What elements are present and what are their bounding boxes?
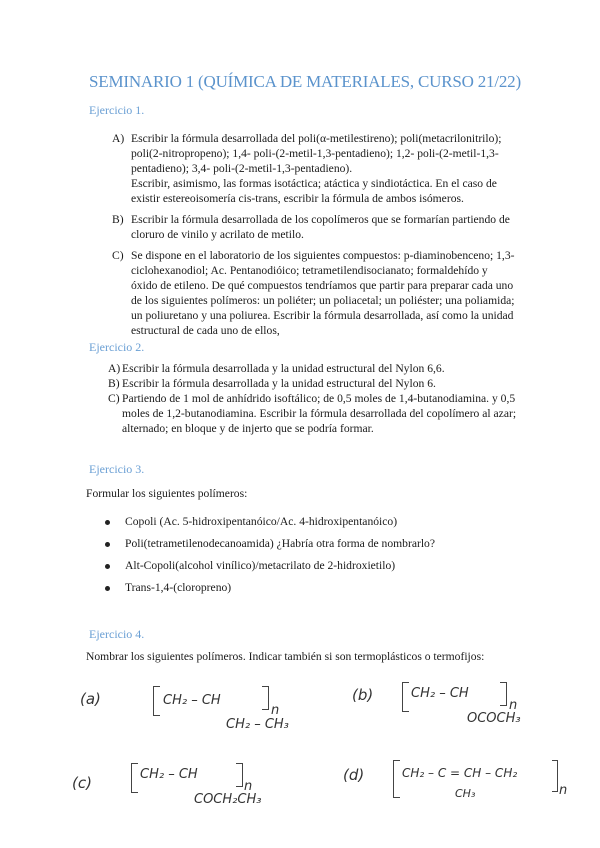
bullet-icon <box>105 564 110 569</box>
bullet-item <box>105 537 435 550</box>
item-text: Escribir la fórmula desarrollada y la unidad estructural del Nylon 6,6. <box>122 362 445 375</box>
formula-chain: CH₂ – CH <box>140 767 198 782</box>
item-text: Se dispone en el laboratorio de los siguientes compuestos: p-diaminobenceno; 1,3-ciclohexanodiol; Ac. Pentanodióico; tetrametilendisocianato; formaldehído y óxido de etileno. De qué compuestos tendríamos que partir para preparar cada uno de los siguientes polímeros: un poliéter; un poliacetal; un poliéster; una poliamida; un poliuretano y una poliurea. Escribir la fórmula desarrollada, así como la unidad estructural de cada uno de ellos, <box>131 249 515 337</box>
bullet-text: Poli(tetrametilenodecanoamida) ¿Habría otra forma de nombrarlo? <box>125 537 435 550</box>
exercise-1-heading: Ejercicio 1. <box>89 103 145 117</box>
formula-label: (b) <box>352 686 374 704</box>
formula-label: (d) <box>343 766 365 784</box>
left-bracket-icon <box>402 682 409 712</box>
item-label: A) <box>108 362 121 375</box>
exercise-2-item-c <box>108 391 520 436</box>
bullet-text: Trans-1,4-(cloropreno) <box>125 581 232 594</box>
formula-label: (c) <box>72 774 92 792</box>
bullet-item <box>105 581 231 594</box>
item-label: A) <box>112 132 125 145</box>
bullet-icon <box>105 542 110 547</box>
exercise-2-item-b <box>108 376 520 391</box>
left-bracket-icon <box>393 760 400 798</box>
exercise-4-heading: Ejercicio 4. <box>89 627 145 641</box>
bullet-item <box>105 559 395 572</box>
exercise-1-item-b <box>112 212 517 242</box>
exercise-1-body <box>112 131 517 338</box>
right-bracket-icon <box>262 686 269 710</box>
exercise-1-item-a <box>112 131 517 206</box>
bullet-text: Copoli (Ac. 5-hidroxipentanóico/Ac. 4-hidroxipentanóico) <box>125 515 398 528</box>
left-bracket-icon <box>153 686 160 716</box>
page-title: SEMINARIO 1 (QUÍMICA DE MATERIALES, CURSO 21/22) <box>89 72 521 91</box>
formula-substituent: OCOCH₃ <box>467 711 521 726</box>
exercise-2-heading: Ejercicio 2. <box>89 340 145 354</box>
left-bracket-icon <box>131 763 138 793</box>
item-label: C) <box>108 392 120 405</box>
exercise-2-body <box>108 361 520 436</box>
exercise-3-heading: Ejercicio 3. <box>89 462 145 476</box>
right-bracket-icon <box>500 682 507 706</box>
exercise-4-intro: Nombrar los siguientes polímeros. Indicar también si son termoplásticos o termofijos: <box>86 650 485 663</box>
exercise-3-intro: Formular los siguientes polímeros: <box>86 487 248 500</box>
formula-n: n <box>271 703 280 718</box>
bullet-icon <box>105 520 110 525</box>
bullet-icon <box>105 586 110 591</box>
right-bracket-icon <box>236 763 243 787</box>
formula-substituent: CH₂ – CH₃ <box>226 717 289 732</box>
formula-n: n <box>559 783 568 798</box>
item-text: Partiendo de 1 mol de anhídrido isoftálico; de 0,5 moles de 1,4-butanodiamina. y 0,5 moles de 1,2-butanodiamina. Escribir la fórmula desarrollada del copolímero al azar; alternado; en bloque y de injerto que se podría formar. <box>122 392 517 435</box>
item-text: Escribir la fórmula desarrollada de los copolímeros que se formarían partiendo de cloruro de vinilo y acrilato de metilo. <box>131 213 510 241</box>
bullet-text: Alt-Copoli(alcohol vinílico)/metacrilato de 2-hidroxietilo) <box>125 559 396 572</box>
formula-chain: CH₂ – CH <box>163 693 221 708</box>
right-bracket-icon <box>552 760 558 792</box>
formula-n: n <box>244 779 253 794</box>
item-text: Escribir la fórmula desarrollada del poli(α-metilestireno); poli(metacrilonitrilo); poli(2-nitropropeno); 1,4- poli-(2-metil-1,3-pentadieno); 1,2- poli-(2-metil-1,3-pentadieno); 3,4- poli-(2-metil-1,3-pentadieno). <box>131 132 502 175</box>
bullet-item <box>105 515 397 528</box>
item-label: B) <box>108 377 120 390</box>
item-text-2: Escribir, asimismo, las formas isotáctica; atáctica y sindiotáctica. En el caso de existir estereoisomería cis-trans, escribir la fórmula de ambos isómeros. <box>131 177 497 205</box>
formula-chain: CH₂ – C = CH – CH₂ <box>402 766 518 780</box>
item-label: B) <box>112 213 124 226</box>
formula-substituent: COCH₂CH₃ <box>194 792 262 807</box>
formula-chain: CH₂ – CH <box>411 686 469 701</box>
formula-n: n <box>509 698 518 713</box>
formula-substituent: CH₃ <box>455 787 476 800</box>
item-label: C) <box>112 249 124 262</box>
exercise-2-item-a <box>108 361 520 376</box>
item-text: Escribir la fórmula desarrollada y la unidad estructural del Nylon 6. <box>122 377 436 390</box>
exercise-1-item-c <box>112 248 517 338</box>
formula-label: (a) <box>80 690 101 708</box>
